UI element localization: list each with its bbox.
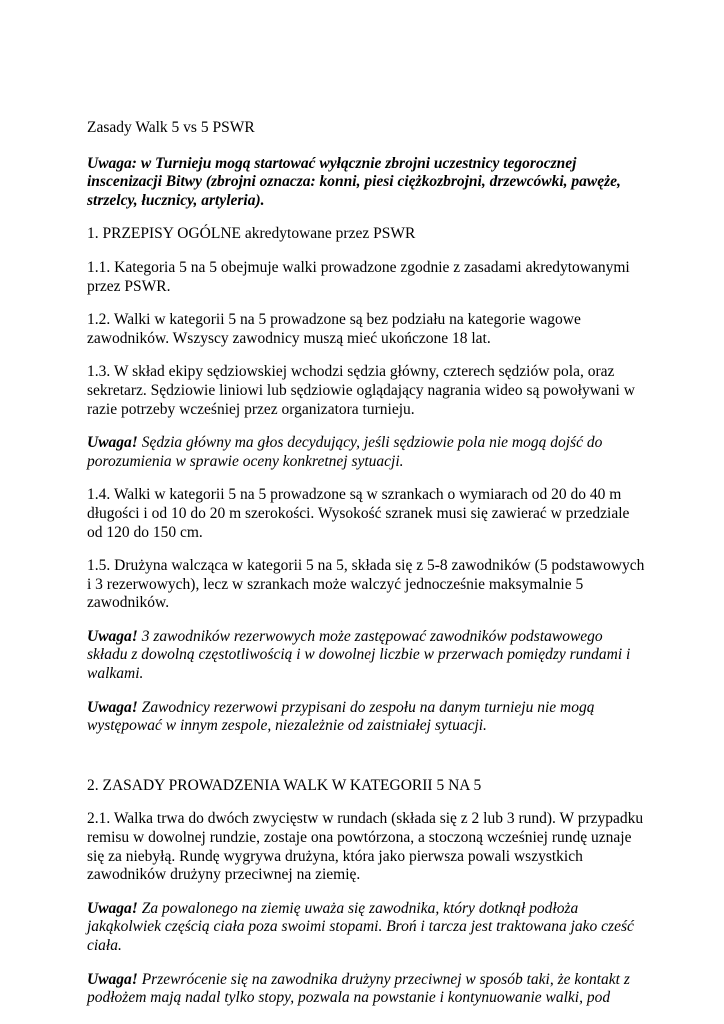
paragraph-2-1: 2.1. Walka trwa do dwóch zwycięstw w rundach (składa się z 2 lub 3 rund). W przypadku remisu w dowolnej rundzie, zostaje ona powtórzona, a stoczoną wcześniej rundę uznaje się za niebyłą. Rundę wygrywa drużyna, która jako pierwsza powali wszystkich zawodników drużyny przeciwnej na ziemię. xyxy=(87,810,644,884)
note-3-text: Zawodnicy rezerwowi przypisani do zespołu na danym turnieju nie mogą występować w innym zespole, niezależnie od zaistniałej sytuacji. xyxy=(87,698,595,735)
note-5-label: Uwaga! xyxy=(87,970,138,988)
note-1-text: Sędzia główny ma głos decydujący, jeśli sędziowie pola nie mogą dojść do porozumienia w sprawie oceny konkretnej sytuacji. xyxy=(87,434,603,470)
note-1-label: Uwaga! xyxy=(87,434,138,452)
note-4-text: Za powalonego na ziemię uważa się zawodnika, który dotknął podłoża jakąkolwiek częścią ciała poza swoimi stopami. Broń i tarcza jest traktowana jako cześć ciała. xyxy=(87,899,634,954)
paragraph-1-2: 1.2. Walki w kategorii 5 na 5 prowadzone są bez podziału na kategorie wagowe zawodników. Wszyscy zawodnicy muszą mieć ukończone 18 lat. xyxy=(87,311,581,347)
note-5-text: Przewrócenie się na zawodnika drużyny przeciwnej w sposób taki, że kontakt z podłożem mają nadal tylko stopy, pozwala na powstanie i kontynuowanie walki, pod xyxy=(87,970,630,1007)
note-2 xyxy=(87,628,647,684)
note-4 xyxy=(87,900,647,956)
intro-note: Uwaga: w Turnieju mogą startować wyłącznie zbrojni uczestnicy tegorocznej inscenizacji Bitwy (zbrojni oznacza: konni, piesi ciężkozbrojni, drzewcówki, pawęże, strzelcy, łucznicy, artyleria). xyxy=(87,154,621,209)
document-title: Zasady Walk 5 vs 5 PSWR xyxy=(87,119,255,136)
note-2-label: Uwaga! xyxy=(87,627,138,645)
paragraph-1-5: 1.5. Drużyna walcząca w kategorii 5 na 5, składa się z 5-8 zawodników (5 podstawowych i 3 rezerwowych), lecz w szrankach może walczyć jednocześnie maksymalnie 5 zawodników. xyxy=(87,557,645,612)
section-1-heading: 1. PRZEPISY OGÓLNE akredytowane przez PSWR xyxy=(87,225,416,243)
note-1 xyxy=(87,434,647,471)
paragraph-1-4: 1.4. Walki w kategorii 5 na 5 prowadzone są w szrankach o wymiarach od 20 do 40 m długości i od 10 do 20 m szerokości. Wysokość szranek musi się zawierać w przedziale od 120 do 150 cm. xyxy=(87,486,630,541)
section-2-heading: 2. ZASADY PROWADZENIA WALK W KATEGORII 5 NA 5 xyxy=(87,776,482,794)
note-2-text: 3 zawodników rezerwowych może zastępować zawodników podstawowego składu z dowolną częstotliwością i w dowolnej liczbie w przerwach pomiędzy rundami i walkami. xyxy=(87,627,631,683)
paragraph-1-1: 1.1. Kategoria 5 na 5 obejmuje walki prowadzone zgodnie z zasadami akredytowanymi przez PSWR. xyxy=(87,258,630,295)
note-3-label: Uwaga! xyxy=(87,698,138,716)
note-5 xyxy=(87,971,647,1008)
note-4-label: Uwaga! xyxy=(87,899,138,917)
paragraph-1-3: 1.3. W skład ekipy sędziowskiej wchodzi sędzia główny, czterech sędziów pola, oraz sekretarz. Sędziowie liniowi lub sędziowie oglądający nagrania wideo są powoływani w razie potrzeby wcześniej przez organizatora turnieju. xyxy=(87,363,635,418)
note-3 xyxy=(87,699,647,736)
document-page xyxy=(87,119,647,1023)
